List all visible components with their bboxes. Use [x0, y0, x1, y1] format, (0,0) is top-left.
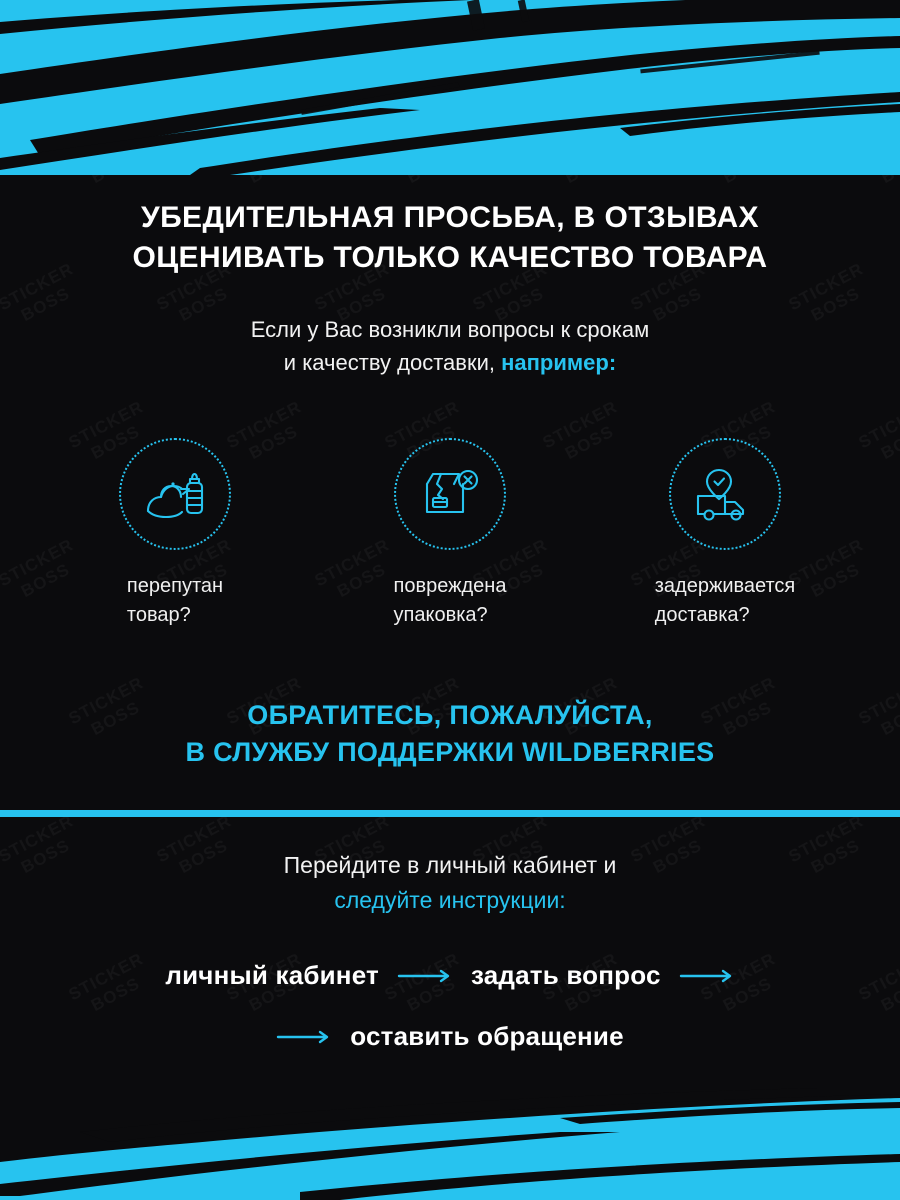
- reason-icon-circle: [669, 438, 781, 550]
- reason-caption: перепутан товар?: [126, 575, 224, 626]
- reason-icon-circle: [394, 438, 506, 550]
- reason-item-damaged-package: [335, 438, 565, 630]
- delivery-truck-icon: [692, 466, 758, 522]
- instructions-intro: [0, 848, 900, 917]
- instruction-steps-row-2: [0, 1021, 900, 1052]
- step-ask-question: задать вопрос: [470, 960, 661, 990]
- reason-item-wrong-product: [60, 438, 290, 630]
- arrow-right-icon: [679, 969, 735, 983]
- cta-line-2: В СЛУЖБУ ПОДДЕРЖКИ WILDBERRIES: [185, 737, 715, 768]
- reason-item-delayed-delivery: [610, 438, 840, 630]
- support-call-to-action: [0, 697, 900, 772]
- subheading-line-1: Если у Вас возникли вопросы к срокам: [250, 317, 650, 342]
- instructions-intro-line-2: следуйте инструкции:: [334, 886, 566, 913]
- baby-bottle-duck-icon: [142, 465, 208, 523]
- subheading-line-2: [0, 346, 900, 379]
- instruction-steps: [0, 960, 900, 1052]
- damaged-package-icon: [419, 464, 481, 524]
- reason-caption: задерживается доставка?: [654, 575, 796, 626]
- subheading: [0, 313, 900, 379]
- step-personal-account: личный кабинет: [165, 960, 379, 990]
- reason-icon-circle: [119, 438, 231, 550]
- arrow-right-icon: [276, 1030, 332, 1044]
- step-leave-appeal: оставить обращение: [350, 1021, 624, 1051]
- subheading-line-2-accent: например:: [501, 350, 617, 375]
- cta-line-1: ОБРАТИТЕСЬ, ПОЖАЛУЙСТА,: [247, 700, 653, 730]
- reason-icons-row: [60, 438, 840, 630]
- instructions-intro-line-1: Перейдите в личный кабинет и: [283, 852, 617, 878]
- reason-caption: повреждена упаковка?: [393, 575, 507, 626]
- subheading-line-2-plain: и качеству доставки,: [283, 350, 502, 375]
- page-title: УБЕДИТЕЛЬНАЯ ПРОСЬБА, В ОТЗЫВАХ ОЦЕНИВАТЬ ТОЛЬКО КАЧЕСТВО ТОВАРА: [132, 201, 768, 274]
- arrow-right-icon: [397, 969, 453, 983]
- instruction-steps-row-1: [0, 960, 900, 991]
